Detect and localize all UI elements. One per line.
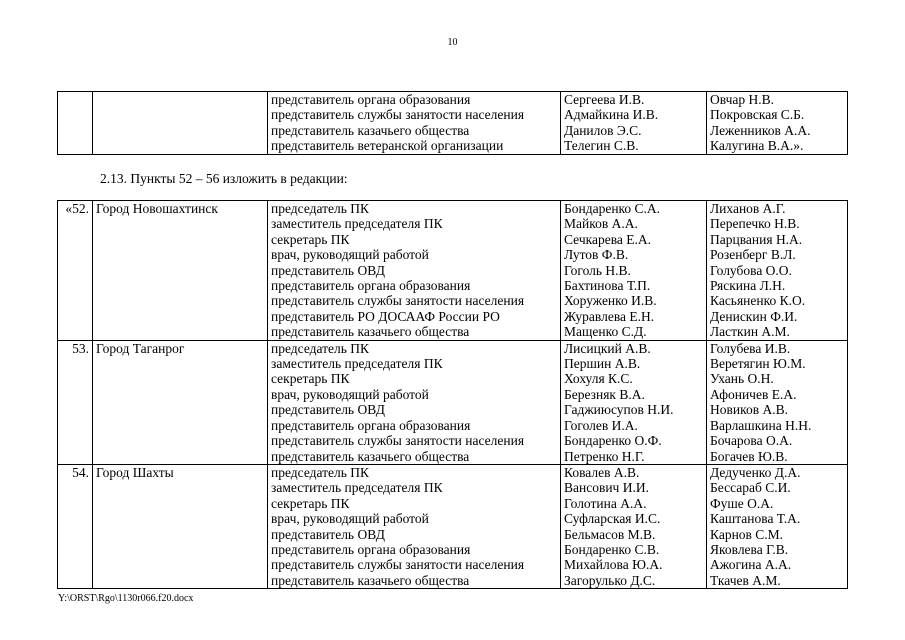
member-name: Майков А.А. xyxy=(564,216,638,232)
number-cell xyxy=(58,464,93,588)
reserve-name: Афоничев Е.А. xyxy=(710,386,797,402)
table-row xyxy=(58,464,848,588)
role-text: председатель ПК xyxy=(271,464,370,480)
member-name: Ковалев А.В. xyxy=(564,464,640,480)
number-cell xyxy=(58,201,93,341)
reserve-name: Ткачев А.М. xyxy=(710,572,781,588)
city-name: Город Шахты xyxy=(96,464,174,480)
member-name: Гоголь Н.В. xyxy=(564,262,631,278)
reserve-name: Новиков А.В. xyxy=(710,402,788,418)
roles-cell xyxy=(268,464,561,588)
member-name: Мащенко С.Д. xyxy=(564,324,647,340)
reserve-name: Бессараб С.И. xyxy=(710,480,791,496)
member-name: Гаджиюсупов Н.И. xyxy=(564,402,674,418)
table-row xyxy=(58,340,848,464)
role-text: представитель РО ДОСААФ России РО xyxy=(271,308,500,324)
role-text: представитель службы занятости населения xyxy=(271,107,525,123)
role-text: представитель службы занятости населения xyxy=(271,293,525,309)
role-text: представитель службы занятости населения xyxy=(271,433,525,449)
item-number: 54. xyxy=(72,464,89,480)
reserve-name: Бочарова О.А. xyxy=(710,433,793,449)
role-text: председатель ПК xyxy=(271,340,370,356)
role-text: представитель ветеранской организации xyxy=(271,138,504,154)
member-name: Бахтинова Т.П. xyxy=(564,278,651,294)
member-name: Телегин С.В. xyxy=(564,138,639,154)
reserve-member-cell xyxy=(707,92,848,155)
member-name: Голотина А.А. xyxy=(564,495,647,511)
role-text: заместитель председателя ПК xyxy=(271,356,443,372)
reserve-member-cell xyxy=(707,201,848,341)
role-text: представитель казачьего общества xyxy=(271,122,470,138)
role-text: врач, руководящий работой xyxy=(271,386,429,402)
member-name: Сергеева И.В. xyxy=(564,92,645,107)
member-name: Загорулько Д.С. xyxy=(564,572,656,588)
reserve-name: Парцвания Н.А. xyxy=(710,231,803,247)
roles-cell xyxy=(268,92,561,155)
role-text: представитель казачьего общества xyxy=(271,572,470,588)
roles-cell xyxy=(268,340,561,464)
reserve-name: Лиханов А.Г. xyxy=(710,201,786,216)
role-text: представитель органа образования xyxy=(271,541,471,557)
reserve-name: Веретягин Ю.М. xyxy=(710,356,806,372)
city-cell xyxy=(93,201,268,341)
commission-table xyxy=(57,200,848,589)
reserve-name: Покровская С.Б. xyxy=(710,107,805,123)
role-text: представитель ОВД xyxy=(271,402,385,418)
roles-cell xyxy=(268,201,561,341)
role-text: представитель казачьего общества xyxy=(271,448,470,464)
member-name: Бондаренко С.В. xyxy=(564,541,660,557)
main-member-cell xyxy=(561,340,707,464)
member-name: Лисицкий А.В. xyxy=(564,340,651,356)
continuation-table xyxy=(57,91,848,155)
member-name: Бондаренко С.А. xyxy=(564,201,661,216)
city-cell xyxy=(93,340,268,464)
member-name: Журавлева Е.Н. xyxy=(564,308,655,324)
member-name: Бельмасов М.В. xyxy=(564,526,656,542)
main-member-cell xyxy=(561,92,707,155)
city-name: Город Новошахтинск xyxy=(96,201,218,216)
member-name: Березняк В.А. xyxy=(564,386,645,402)
member-name: Гоголев И.А. xyxy=(564,417,638,433)
item-number: «52. xyxy=(65,201,89,216)
amendment-instruction: 2.13. Пункты 52 – 56 изложить в редакции: xyxy=(100,171,348,186)
city-name: Город Таганрог xyxy=(96,340,185,356)
reserve-name: Ажогина А.А. xyxy=(710,557,792,573)
reserve-name: Голубева И.В. xyxy=(710,340,791,356)
role-text: представитель ОВД xyxy=(271,262,385,278)
role-text: представитель органа образования xyxy=(271,92,471,107)
member-name: Адмайкина И.В. xyxy=(564,107,659,123)
reserve-name: Каштанова Т.А. xyxy=(710,511,801,527)
commission-table-body xyxy=(58,201,848,589)
role-text: заместитель председателя ПК xyxy=(271,480,443,496)
member-name: Першин А.В. xyxy=(564,356,641,372)
role-text: секретарь ПК xyxy=(271,371,350,387)
reserve-name: Овчар Н.В. xyxy=(710,92,775,107)
member-name: Лутов Ф.В. xyxy=(564,247,629,263)
city-cell xyxy=(93,464,268,588)
item-number: 53. xyxy=(72,340,89,356)
role-text: представитель органа образования xyxy=(271,417,471,433)
reserve-name: Перепечко Н.В. xyxy=(710,216,800,232)
reserve-name: Ряскина Л.Н. xyxy=(710,278,786,294)
city-cell xyxy=(93,92,268,155)
reserve-name: Дедученко Д.А. xyxy=(710,464,801,480)
role-text: представитель службы занятости населения xyxy=(271,557,525,573)
member-name: Суфларская И.С. xyxy=(564,511,661,527)
role-text: председатель ПК xyxy=(271,201,370,216)
role-text: секретарь ПК xyxy=(271,231,350,247)
reserve-name: Денискин Ф.И. xyxy=(710,308,798,324)
role-text: заместитель председателя ПК xyxy=(271,216,443,232)
member-name: Данилов Э.С. xyxy=(564,122,642,138)
member-name: Сечкарева Е.А. xyxy=(564,231,652,247)
page-number: 10 xyxy=(447,37,458,48)
member-name: Хоруженко И.В. xyxy=(564,293,657,309)
member-name: Бондаренко О.Ф. xyxy=(564,433,662,449)
number-cell xyxy=(58,92,93,155)
reserve-member-cell xyxy=(707,464,848,588)
reserve-name: Касьяненко К.О. xyxy=(710,293,806,309)
file-path-footer: Y:\ORST\Rgo\1130r066.f20.docx xyxy=(58,593,194,604)
main-member-cell xyxy=(561,464,707,588)
reserve-name: Леженников А.А. xyxy=(710,122,811,138)
role-text: секретарь ПК xyxy=(271,495,350,511)
member-name: Вансович И.И. xyxy=(564,480,649,496)
reserve-name: Варлашкина Н.Н. xyxy=(710,417,812,433)
reserve-member-cell xyxy=(707,340,848,464)
role-text: представитель казачьего общества xyxy=(271,324,470,340)
role-text: врач, руководящий работой xyxy=(271,511,429,527)
reserve-name: Богачев Ю.В. xyxy=(710,448,788,464)
reserve-name: Фуше О.А. xyxy=(710,495,774,511)
reserve-name: Голубова О.О. xyxy=(710,262,792,278)
table-row xyxy=(58,201,848,341)
reserve-name: Розенберг В.Л. xyxy=(710,247,796,263)
main-member-cell xyxy=(561,201,707,341)
role-text: врач, руководящий работой xyxy=(271,247,429,263)
member-name: Петренко Н.Г. xyxy=(564,448,645,464)
role-text: представитель ОВД xyxy=(271,526,385,542)
member-name: Михайлова Ю.А. xyxy=(564,557,663,573)
member-name: Хохуля К.С. xyxy=(564,371,633,387)
reserve-name: Ласткин А.М. xyxy=(710,324,790,340)
reserve-name: Яковлева Г.В. xyxy=(710,541,789,557)
reserve-name: Карнов С.М. xyxy=(710,526,784,542)
reserve-name: Ухань О.Н. xyxy=(710,371,774,387)
role-text: представитель органа образования xyxy=(271,278,471,294)
reserve-name: Калугина В.А.». xyxy=(710,138,804,154)
table-row xyxy=(58,92,848,155)
number-cell xyxy=(58,340,93,464)
